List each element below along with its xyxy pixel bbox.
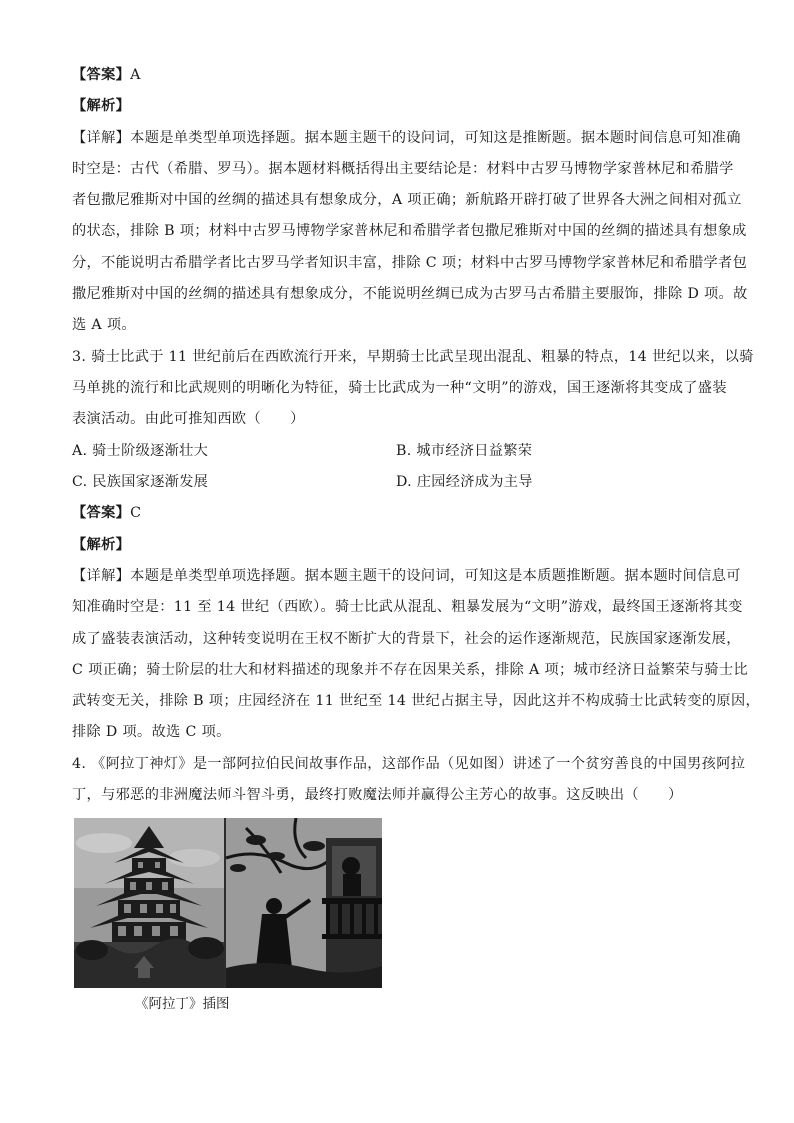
q3-analysis-tag: 【解析】 (72, 537, 131, 553)
pagoda-picture (74, 818, 224, 988)
q3-option-b: B. 城市经济日益繁荣 (396, 443, 533, 459)
aladdin-illustration (74, 818, 382, 988)
q4-stem-line: 4. 《阿拉丁神灯》是一部阿拉伯民间故事作品，这部作品（见如图）讲述了一个贫穷善良的中国男孩阿拉 (72, 756, 746, 772)
q3-answer-value: C (130, 505, 142, 521)
balcony-picture (226, 818, 382, 988)
q2-answer-tag: 【答案】 (72, 67, 131, 83)
q3-detail-line: 排除 D 项。故选 C 项。 (72, 724, 231, 740)
q3-detail-line: C 项正确；骑士阶层的壮大和材料描述的现象并不存在因果关系，排除 A 项；城市经济日益繁荣与骑士比 (72, 662, 749, 678)
q2-detail-line: 选 A 项。 (72, 317, 136, 333)
q2-answer-value: A (130, 67, 141, 83)
q2-detail-line: 时空是：古代（希腊、罗马）。据本题材料概括得出主要结论是：材料中古罗马博物学家普林尼和希腊学 (72, 161, 734, 177)
figure-caption: 《阿拉丁》插图 (135, 996, 230, 1012)
q3-stem-line: 表演活动。由此可推知西欧（ ） (72, 411, 305, 427)
q2-detail-line: 撒尼雅斯对中国的丝绸的描述具有想象成分，不能说明丝绸已成为古罗马古希腊主要服饰，排除 D 项。故 (72, 286, 748, 302)
q3-detail-line: 成了盛装表演活动，这种转变说明在王权不断扩大的背景下，社会的运作逐渐规范，民族国家逐渐发展， (72, 631, 741, 647)
q3-answer-line (72, 503, 141, 523)
q3-detail-line: 武转变无关，排除 B 项；庄园经济在 11 世纪至 14 世纪占据主导，因此这并不构成骑士比武转变的原因， (72, 693, 761, 709)
q2-detail-line: 者包撒尼雅斯对中国的丝绸的描述具有想象成分，A 项正确；新航路开辟打破了世界各大洲之间相对孤立 (72, 192, 742, 208)
q3-option-d: D. 庄园经济成为主导 (396, 474, 533, 490)
q3-detail-line: 【详解】本题是单类型单项选择题。据本题主题干的设问词，可知这是本质题推断题。据本题时间信息可 (72, 568, 741, 584)
illustration-panel-pagoda (74, 818, 224, 988)
q3-option-c: C. 民族国家逐渐发展 (72, 474, 209, 490)
q3-stem-line: 马单挑的流行和比武规则的明晰化为特征，骑士比武成为一种“文明”的游戏，国王逐渐将其变成了盛装 (72, 380, 727, 396)
q3-option-a: A. 骑士阶级逐渐壮大 (72, 443, 209, 459)
q3-detail-line: 知准确时空是：11 至 14 世纪（西欧）。骑士比武从混乱、粗暴发展为“文明”游戏，最终国王逐渐将其变 (72, 599, 743, 615)
q4-stem-line: 丁，与邪恶的非洲魔法师斗智斗勇，最终打败魔法师并赢得公主芳心的故事。这反映出（ ） (72, 787, 683, 803)
q2-analysis-tag: 【解析】 (72, 98, 131, 114)
illustration-panel-balcony (226, 818, 382, 988)
q2-answer-line (72, 65, 141, 85)
q2-detail-line: 分，不能说明古希腊学者比古罗马学者知识丰富，排除 C 项；材料中古罗马博物学家普林尼和希腊学者包 (72, 255, 748, 271)
q2-detail-line: 【详解】本题是单类型单项选择题。据本题主题干的设问词，可知这是推断题。据本题时间信息可知准确 (72, 130, 741, 146)
q2-detail-line: 的状态，排除 B 项；材料中古罗马博物学家普林尼和希腊学者包撒尼雅斯对中国的丝绸的描述具有想象成 (72, 223, 747, 239)
q3-answer-tag: 【答案】 (72, 505, 131, 521)
q3-stem-line: 3. 骑士比武于 11 世纪前后在西欧流行开来，早期骑士比武呈现出混乱、粗暴的特点，14 世纪以来，以骑 (72, 349, 754, 365)
